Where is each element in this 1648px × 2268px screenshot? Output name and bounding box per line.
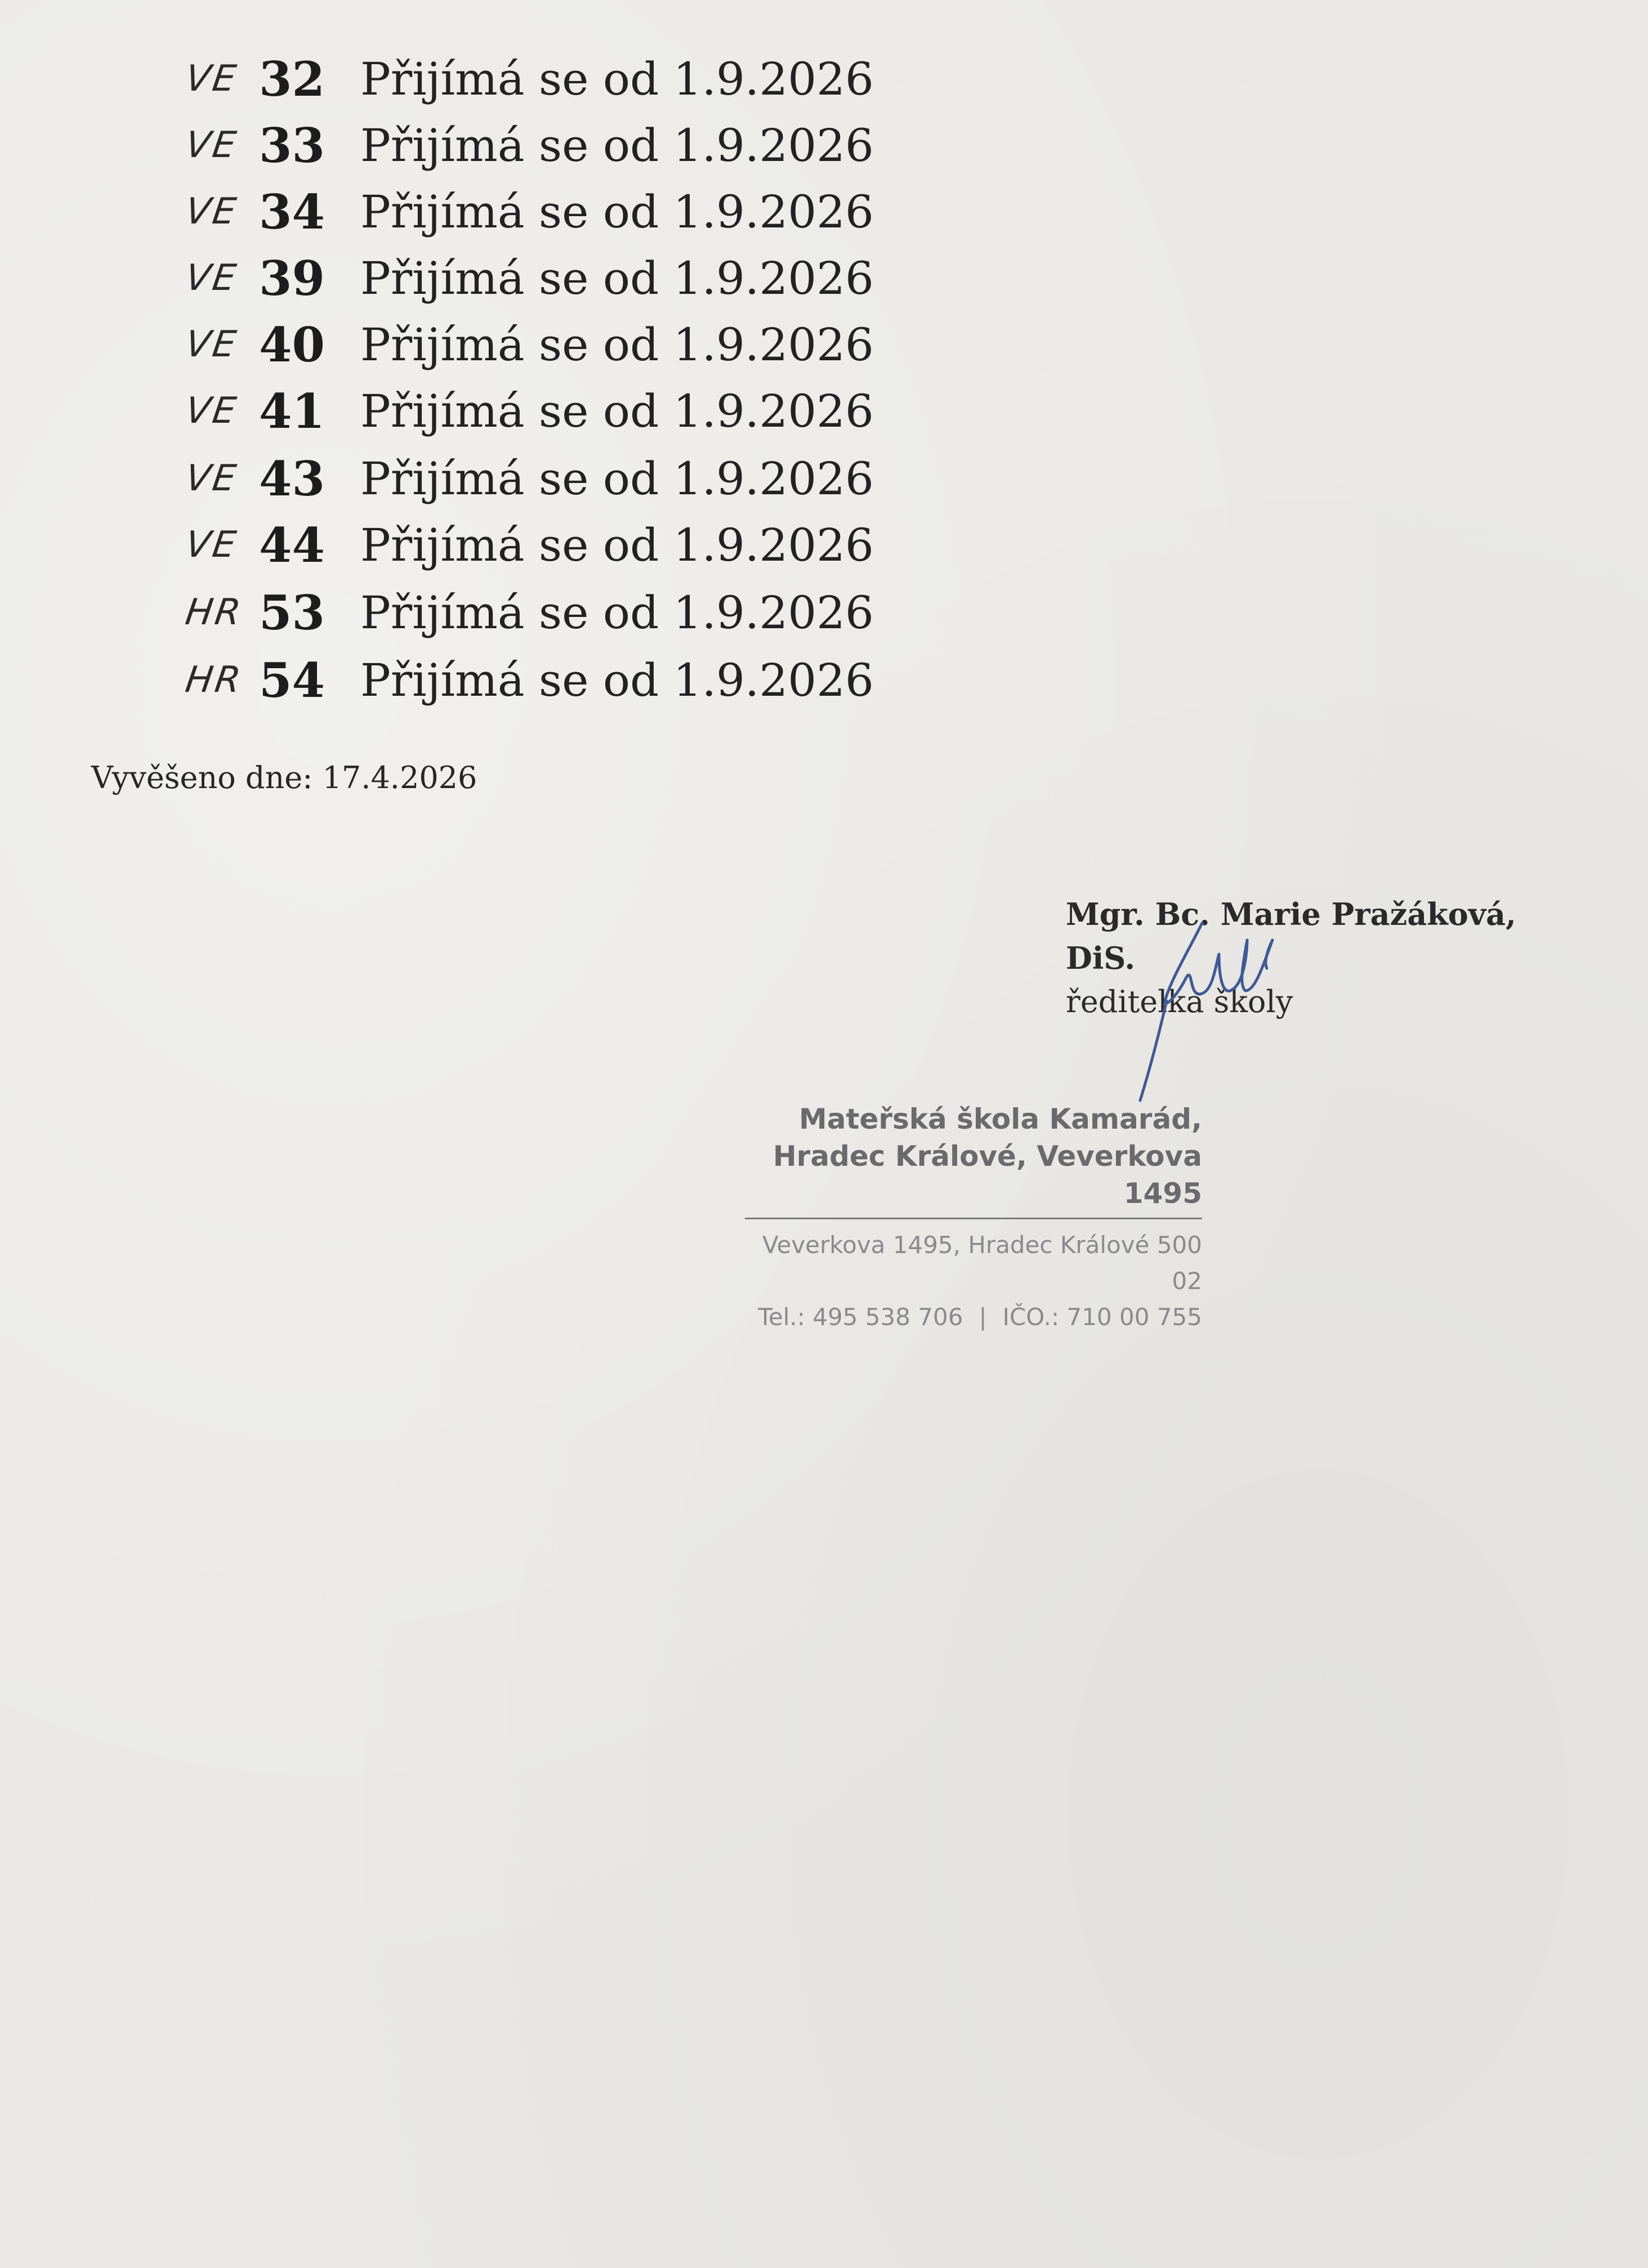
admission-status: Přijímá se od 1.9.2026 [360,119,874,172]
child-number: 43 [259,450,325,507]
handwritten-code: VE [182,390,241,432]
posted-date: Vyvěšeno dne: 17.4.2026 [91,760,477,795]
stamp-divider [745,1218,1202,1219]
admission-status: Přijímá se od 1.9.2026 [360,654,874,706]
handwritten-signature [1104,901,1340,1115]
handwritten-code: VE [182,458,241,499]
admission-status: Přijímá se od 1.9.2026 [360,586,874,639]
admission-status: Přijímá se od 1.9.2026 [360,318,874,371]
admission-status: Přijímá se od 1.9.2026 [360,52,874,105]
list-item [182,117,874,173]
handwritten-code: HR [182,592,245,633]
list-item [182,450,874,507]
stamp-separator: | [979,1303,987,1331]
child-number: 41 [259,383,325,439]
admission-status: Přijímá se od 1.9.2026 [360,518,874,571]
stamp-school-location: Hradec Králové, Veverkova 1495 [772,1140,1202,1210]
handwritten-code: VE [182,524,241,566]
handwritten-code: HR [182,659,245,701]
stamp-address: Veverkova 1495, Hradec Králové 500 02 [762,1231,1202,1295]
child-number: 34 [259,184,325,240]
child-number: 53 [259,584,325,641]
signer-name-line1: Mgr. Bc. Marie Pražáková, [1066,896,1516,932]
child-number: 32 [259,51,325,107]
list-item [182,584,874,641]
handwritten-code: VE [182,58,241,100]
child-number: 39 [259,250,325,306]
list-item [182,250,874,306]
signer-role: ředitelka školy [1066,984,1293,1019]
child-number: 40 [259,316,325,373]
handwritten-code: VE [182,257,241,299]
list-item [182,383,874,439]
handwritten-code: VE [182,124,241,166]
child-number: 33 [259,117,325,173]
admission-status: Přijímá se od 1.9.2026 [360,384,874,437]
list-item [182,316,874,373]
list-item [182,184,874,240]
admission-status: Přijímá se od 1.9.2026 [360,185,874,238]
admission-status: Přijímá se od 1.9.2026 [360,452,874,505]
list-item [182,51,874,107]
stamp-ico: IČO.: 710 00 755 [1002,1303,1202,1331]
list-item [182,652,874,708]
stamp-school-name: Mateřská škola Kamarád, [799,1103,1202,1135]
school-stamp [740,1101,1202,1335]
handwritten-code: VE [182,324,241,365]
child-number: 54 [259,652,325,708]
handwritten-code: VE [182,191,241,232]
signer-name-line2: DiS. [1066,940,1136,976]
child-number: 44 [259,517,325,573]
stamp-contact [740,1299,1202,1335]
stamp-phone: Tel.: 495 538 706 [758,1303,963,1331]
admission-status: Přijímá se od 1.9.2026 [360,252,874,305]
list-item [182,517,874,573]
